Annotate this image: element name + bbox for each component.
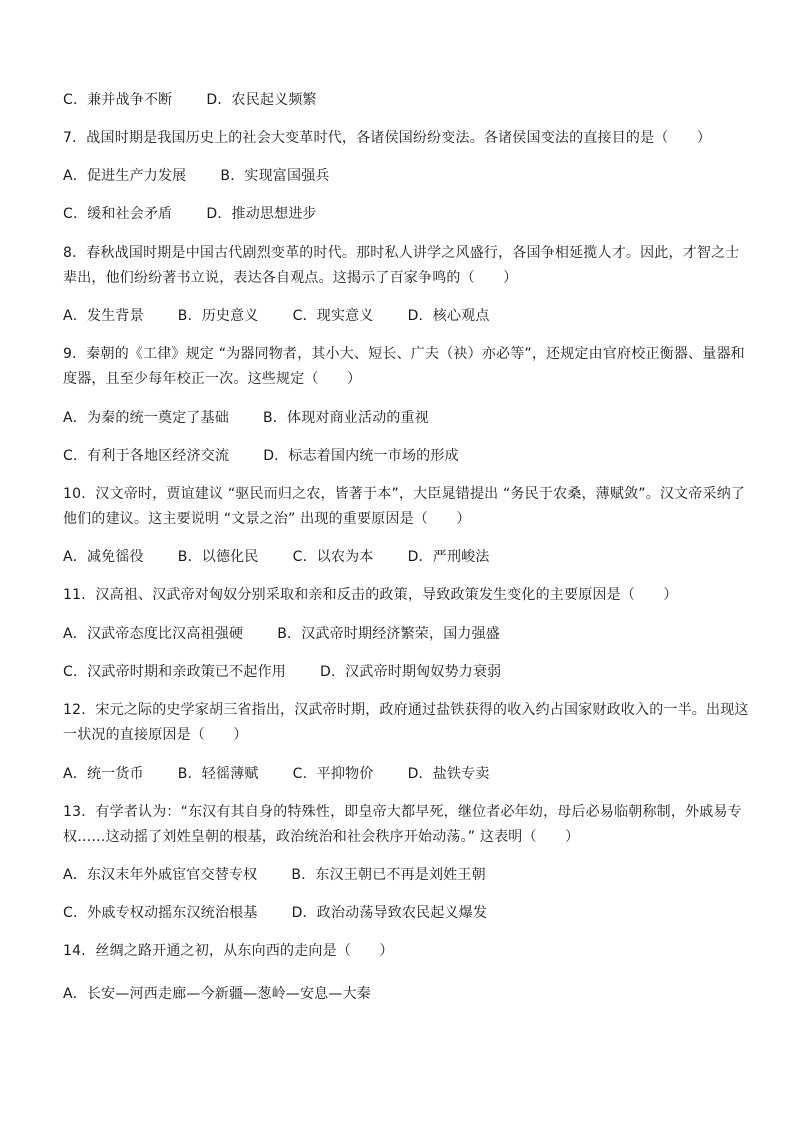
- option-d: D．严刑峻法: [407, 549, 490, 565]
- option-c: C．汉武帝时期和亲政策已不起作用: [63, 664, 286, 680]
- option-d: D．农民起义频繁: [206, 92, 317, 108]
- option-d: D．盐铁专卖: [407, 766, 490, 782]
- question-12-text-cont: [63, 725, 248, 745]
- question-text: 权……这动摇了刘姓皇朝的根基，政治统治和社会秩序开始动荡。” 这表明（ ）: [63, 829, 580, 845]
- question-text: 11．汉高祖、汉武帝对匈奴分别采取和亲和反击的政策，导致政策发生变化的主要原因是（ ）: [63, 587, 678, 603]
- option-c: C．兼并战争不断: [63, 92, 173, 108]
- option-line: [63, 865, 486, 885]
- option-d: D．核心观点: [407, 308, 490, 324]
- question-text: 他们的建议。这主要说明 “文景之治” 出现的重要原因是（ ）: [63, 511, 471, 527]
- option-b: B．实现富国强兵: [220, 168, 330, 184]
- question-text: 9．秦朝的《工律》规定 “为器同物者，其小大、短长、广夫（袂）亦必等”，还规定由官府校正衡器、量器和: [63, 346, 745, 362]
- question-8-text: [63, 243, 740, 263]
- question-13-text-cont: [63, 827, 579, 847]
- option-c: C．缓和社会矛盾: [63, 206, 173, 222]
- question-text: 8．春秋战国时期是中国古代剧烈变革的时代。那时私人讲学之风盛行，各国争相延揽人才。因此，才智之士: [63, 245, 740, 261]
- option-b: B．历史意义: [177, 308, 259, 324]
- option-line: [63, 764, 490, 784]
- option-c: C．有利于各地区经济交流: [63, 448, 230, 464]
- question-11-text: [63, 585, 678, 605]
- option-a: A．为秦的统一奠定了基础: [63, 410, 229, 426]
- option-a: A．减免徭役: [63, 549, 144, 565]
- option-a: A．促进生产力发展: [63, 168, 187, 184]
- option-line: [63, 90, 317, 110]
- question-text: 12．宋元之际的史学家胡三省指出，汉武帝时期，政府通过盐铁获得的收入约占国家财政收入的一半。出现这: [63, 702, 749, 718]
- option-c: C．以农为本: [292, 549, 374, 565]
- option-line: [63, 446, 459, 466]
- question-9-text: [63, 344, 745, 364]
- option-d: D．标志着国内统一市场的形成: [263, 448, 459, 464]
- option-c: C．平抑物价: [292, 766, 374, 782]
- question-13-text: [63, 802, 742, 822]
- option-line: [63, 903, 487, 923]
- option-b: B．东汉王朝已不再是刘姓王朝: [291, 867, 486, 883]
- option-a: A．长安—河西走廊—今新疆—葱岭—安息—大秦: [63, 986, 371, 1002]
- question-7-text: [63, 128, 711, 148]
- option-d: D．推动思想进步: [206, 206, 317, 222]
- option-a: A．发生背景: [63, 308, 144, 324]
- question-text: 14．丝绸之路开通之初，从东向西的走向是（ ）: [63, 943, 394, 959]
- option-line: [63, 166, 330, 186]
- option-b: B．体现对商业活动的重视: [262, 410, 429, 426]
- question-8-text-cont: [63, 268, 517, 288]
- option-c: C．外戚专权动摇东汉统治根基: [63, 905, 258, 921]
- option-b: B．汉武帝时期经济繁荣，国力强盛: [277, 626, 500, 642]
- option-b: B．轻徭薄赋: [177, 766, 259, 782]
- question-text: 10．汉文帝时，贾谊建议 “驱民而归之农，皆著于本”，大臣晁错提出 “务民于农桑，薄赋敛”。汉文帝采纳了: [63, 486, 746, 502]
- question-text: 一状况的直接原因是（ ）: [63, 727, 248, 743]
- question-12-text: [63, 700, 749, 720]
- option-line: [63, 547, 490, 567]
- question-text: 7．战国时期是我国历史上的社会大变革时代，各诸侯国纷纷变法。各诸侯国变法的直接目的是（ ）: [63, 130, 712, 146]
- option-c: C．现实意义: [292, 308, 374, 324]
- option-a: A．东汉末年外戚宦官交替专权: [63, 867, 258, 883]
- question-9-text-cont: [63, 369, 361, 389]
- question-14-text: [63, 941, 394, 961]
- option-line: [63, 624, 500, 644]
- option-line: [63, 408, 429, 428]
- question-text: 13．有学者认为：“东汉有其自身的特殊性，即皇帝大都早死，继位者必年幼，母后必易临朝称制，外戚易专: [63, 804, 742, 820]
- option-b: B．以德化民: [177, 549, 259, 565]
- question-text: 度器，且至少每年校正一次。这些规定（ ）: [63, 371, 362, 387]
- option-d: D．汉武帝时期匈奴势力衰弱: [319, 664, 502, 680]
- option-line: [63, 306, 490, 326]
- option-line: [63, 204, 317, 224]
- option-a: A．汉武帝态度比汉高祖强硬: [63, 626, 244, 642]
- option-a: A．统一货币: [63, 766, 144, 782]
- option-line: [63, 984, 371, 1004]
- question-text: 辈出，他们纷纷著书立说，表达各自观点。这揭示了百家争鸣的（ ）: [63, 270, 518, 286]
- question-10-text: [63, 484, 745, 504]
- option-line: [63, 662, 501, 682]
- question-10-text-cont: [63, 509, 471, 529]
- option-d: D．政治动荡导致农民起义爆发: [291, 905, 488, 921]
